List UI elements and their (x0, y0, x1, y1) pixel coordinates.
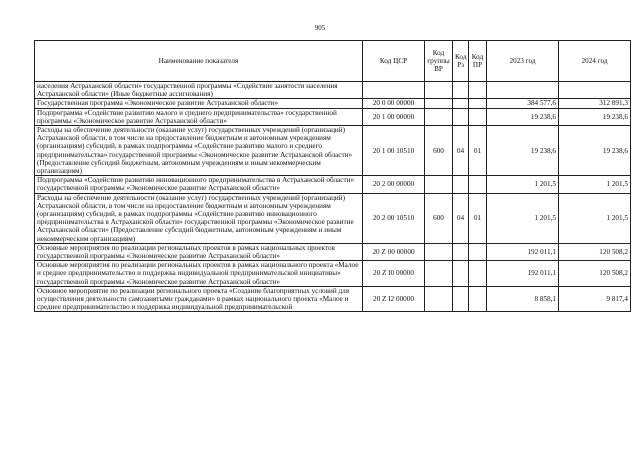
header-2024: 2024 год (559, 41, 631, 82)
row-2024: 9 817,4 (559, 286, 631, 312)
header-name: Наименование показателя (35, 41, 363, 82)
row-rz (453, 82, 469, 99)
row-vr (425, 82, 453, 99)
row-vr (425, 243, 453, 260)
row-name: Основное мероприятие по реализации регионального проекта «Создание благоприятных условий для осуществления деятельности самозанятыми гражданами» в рамках национального проекта «Малое и среднее предпринимательство и поддержка индивидуальной предпринимательской (35, 286, 363, 312)
row-2024: 19 238,6 (559, 108, 631, 125)
row-name: Расходы на обеспечение деятельности (оказание услуг) государственных учреждений (организаций) Астраханской области, в том числе на предоставление бюджетным и автономным учреждениям (организациям) субсидий, в рамках подпрограммы «Содействие развитию инновационного предпринимательства в Астраханской области» государственной программы «Экономическое развитие Астраханской области» (Предоставление субсидий бюджетным, автономным учреждениям и иным некоммерческим организациям) (35, 193, 363, 243)
row-pr (469, 99, 487, 108)
header-pr: Код ПР (469, 41, 487, 82)
row-pr: 01 (469, 193, 487, 243)
row-2024: 120 508,2 (559, 243, 631, 260)
row-2024: 1 201,5 (559, 176, 631, 193)
row-name: Основные мероприятия по реализации региональных проектов в рамках национальных проектов государственной программы «Экономическое развитие Астраханской области» (35, 243, 363, 260)
table-row (35, 126, 631, 176)
row-2023: 8 858,1 (487, 286, 559, 312)
row-pr: 01 (469, 126, 487, 176)
row-name: Государственная программа «Экономическое развитие Астраханской области» (35, 99, 363, 108)
row-pr (469, 176, 487, 193)
header-csr: Код ЦСР (363, 41, 425, 82)
table-row (35, 193, 631, 243)
table-row (35, 99, 631, 108)
row-csr: 20 Z I0 00000 (363, 261, 425, 287)
row-pr (469, 82, 487, 99)
row-rz (453, 108, 469, 125)
table-row (35, 176, 631, 193)
row-rz (453, 99, 469, 108)
row-vr (425, 99, 453, 108)
row-2024: 1 201,5 (559, 193, 631, 243)
row-rz: 04 (453, 126, 469, 176)
row-rz (453, 286, 469, 312)
row-rz: 04 (453, 193, 469, 243)
row-csr (363, 82, 425, 99)
row-pr (469, 261, 487, 287)
table-row (35, 261, 631, 287)
row-vr (425, 286, 453, 312)
row-2023: 192 011,1 (487, 243, 559, 260)
row-vr (425, 108, 453, 125)
row-2023: 384 577,6 (487, 99, 559, 108)
row-2024: 312 891,3 (559, 99, 631, 108)
row-rz (453, 243, 469, 260)
row-name: Подпрограмма «Содействие развитию малого и среднего предпринимательства» государственной программы «Экономическое развитие Астраханской области» (35, 108, 363, 125)
row-pr (469, 286, 487, 312)
row-2023 (487, 82, 559, 99)
row-2024: 120 508,2 (559, 261, 631, 287)
row-2024 (559, 82, 631, 99)
budget-table (34, 40, 631, 312)
row-csr: 20 1 00 00000 (363, 108, 425, 125)
row-vr: 600 (425, 126, 453, 176)
row-2023: 19 238,6 (487, 126, 559, 176)
row-vr (425, 176, 453, 193)
header-2023: 2023 год (487, 41, 559, 82)
table-row (35, 286, 631, 312)
row-rz (453, 261, 469, 287)
row-vr: 600 (425, 193, 453, 243)
table-row (35, 243, 631, 260)
row-csr: 20 Z I2 00000 (363, 286, 425, 312)
row-2024: 19 238,6 (559, 126, 631, 176)
row-csr: 20 2 00 10510 (363, 193, 425, 243)
header-vr: Код группы ВР (425, 41, 453, 82)
row-csr: 20 0 00 00000 (363, 99, 425, 108)
row-name: населения Астраханской области» государственной программы «Содействие занятости населения Астраханской области» (Иные бюджетные ассигнования) (35, 82, 363, 99)
page-number: 905 (314, 24, 326, 32)
row-2023: 19 238,6 (487, 108, 559, 125)
table-row (35, 108, 631, 125)
row-csr: 20 Z 00 00000 (363, 243, 425, 260)
table-row (35, 82, 631, 99)
row-name: Расходы на обеспечение деятельности (оказание услуг) государственных учреждений (организаций) Астраханской области, в том числе на предоставление бюджетным и автономным учреждениям (организациям) субсидий, в рамках подпрограммы «Содействие развитию малого и среднего предпринимательства» государственной программы «Экономическое развитие Астраханской области» (Предоставление субсидий бюджетным, автономным учреждениям и иным некоммерческим организациям) (35, 126, 363, 176)
row-pr (469, 108, 487, 125)
row-pr (469, 243, 487, 260)
row-2023: 192 011,1 (487, 261, 559, 287)
row-csr: 20 1 00 10510 (363, 126, 425, 176)
row-name: Основные мероприятия по реализации региональных проектов в рамках национального проекта «Малое и среднее предпринимательство и поддержка индивидуальной предпринимательской инициативы» государственной программы «Экономическое развитие Астраханской области» (35, 261, 363, 287)
row-vr (425, 261, 453, 287)
row-name: Подпрограмма «Содействие развитию инновационного предпринимательства в Астраханской области» государственной программы «Экономическое развитие Астраханской области» (35, 176, 363, 193)
row-2023: 1 201,5 (487, 176, 559, 193)
row-csr: 20 2 00 00000 (363, 176, 425, 193)
row-rz (453, 176, 469, 193)
row-2023: 1 201,5 (487, 193, 559, 243)
header-rz: Код Рз (453, 41, 469, 82)
header-row (35, 41, 631, 82)
